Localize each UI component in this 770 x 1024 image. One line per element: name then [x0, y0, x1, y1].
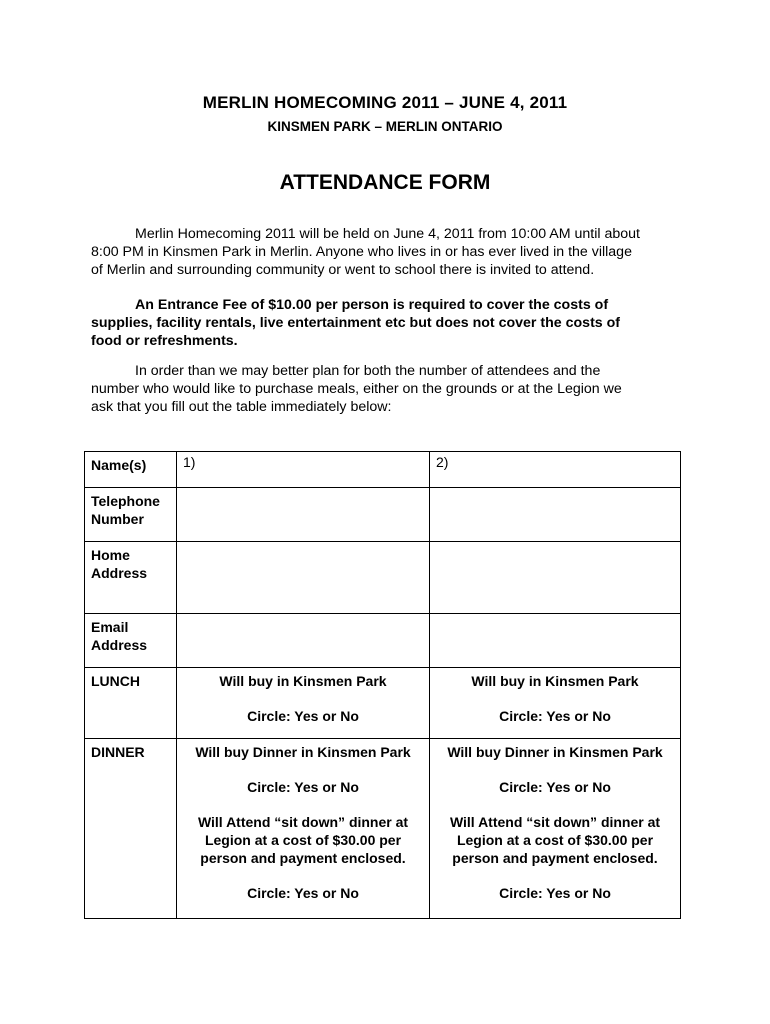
dinner-circle-text: Circle: Yes or No — [499, 779, 611, 795]
lunch-circle-text: Circle: Yes or No — [247, 708, 359, 724]
name-2-field[interactable] — [430, 452, 681, 488]
dinner-circle-text: Circle: Yes or No — [247, 779, 359, 795]
email-label-line: Email — [91, 619, 129, 635]
home-address-label-line: Address — [91, 565, 148, 581]
home-address-label-line: Home — [91, 547, 130, 563]
lunch-option-text: Will buy in Kinsmen Park — [219, 673, 387, 689]
instructions-paragraph — [91, 362, 691, 416]
legion-line: Legion at a cost of $30.00 per — [456, 832, 654, 848]
lunch-row — [85, 668, 681, 739]
intro-paragraph — [91, 225, 691, 279]
intro-line: of Merlin and surrounding community or went to school there is invited to attend. — [91, 262, 595, 278]
lunch-label: LUNCH — [85, 668, 177, 739]
lunch-option-text: Will buy in Kinsmen Park — [471, 673, 639, 689]
intro-line: 8:00 PM in Kinsmen Park in Merlin. Anyone who lives in or has ever lived in the village — [91, 244, 632, 260]
lunch-2-option[interactable] — [430, 668, 681, 739]
telephone-label-line: Number — [91, 511, 144, 527]
email-1-field[interactable] — [177, 614, 430, 668]
names-row — [85, 452, 681, 488]
attendance-table — [84, 451, 681, 919]
document-title: MERLIN HOMECOMING 2011 – JUNE 4, 2011 — [202, 93, 568, 112]
telephone-label — [85, 488, 177, 542]
dinner-row — [85, 739, 681, 919]
fee-line: supplies, facility rentals, live entertainment etc but does not cover the costs of — [91, 315, 621, 331]
fee-line: food or refreshments. — [91, 333, 238, 349]
home-address-2-field[interactable] — [430, 542, 681, 614]
legion-line: person and payment enclosed. — [200, 850, 406, 866]
fee-paragraph — [91, 296, 691, 350]
fee-line: An Entrance Fee of $10.00 per person is required to cover the costs of — [135, 297, 609, 313]
lunch-1-option[interactable] — [177, 668, 430, 739]
intro-line: Merlin Homecoming 2011 will be held on June 4, 2011 from 10:00 AM until about — [135, 226, 640, 242]
telephone-label-line: Telephone — [91, 493, 160, 509]
dinner-option-text: Will buy Dinner in Kinsmen Park — [447, 744, 663, 760]
home-address-row — [85, 542, 681, 614]
home-address-label — [85, 542, 177, 614]
legion-line: Legion at a cost of $30.00 per — [204, 832, 402, 848]
instructions-line: number who would like to purchase meals, either on the grounds or at the Legion we — [91, 381, 622, 397]
name-1-field[interactable] — [177, 452, 430, 488]
name-1-label: 1) — [183, 454, 196, 470]
legion-circle-text: Circle: Yes or No — [499, 885, 611, 901]
document-subtitle: KINSMEN PARK – MERLIN ONTARIO — [267, 119, 503, 134]
lunch-circle-text: Circle: Yes or No — [499, 708, 611, 724]
legion-line: Will Attend “sit down” dinner at — [449, 814, 661, 830]
email-row — [85, 614, 681, 668]
instructions-line: In order than we may better plan for both the number of attendees and the — [135, 363, 601, 379]
email-label — [85, 614, 177, 668]
legion-circle-text: Circle: Yes or No — [247, 885, 359, 901]
dinner-option-text: Will buy Dinner in Kinsmen Park — [195, 744, 411, 760]
telephone-row — [85, 488, 681, 542]
legion-line: person and payment enclosed. — [452, 850, 658, 866]
email-2-field[interactable] — [430, 614, 681, 668]
dinner-1-option[interactable] — [177, 739, 430, 919]
telephone-2-field[interactable] — [430, 488, 681, 542]
name-2-label: 2) — [436, 454, 449, 470]
home-address-1-field[interactable] — [177, 542, 430, 614]
names-label: Name(s) — [85, 452, 177, 488]
form-title: ATTENDANCE FORM — [279, 171, 491, 194]
dinner-2-option[interactable] — [430, 739, 681, 919]
legion-line: Will Attend “sit down” dinner at — [197, 814, 409, 830]
dinner-label: DINNER — [85, 739, 177, 919]
instructions-line: ask that you fill out the table immediately below: — [91, 399, 392, 415]
telephone-1-field[interactable] — [177, 488, 430, 542]
email-label-line: Address — [91, 637, 148, 653]
